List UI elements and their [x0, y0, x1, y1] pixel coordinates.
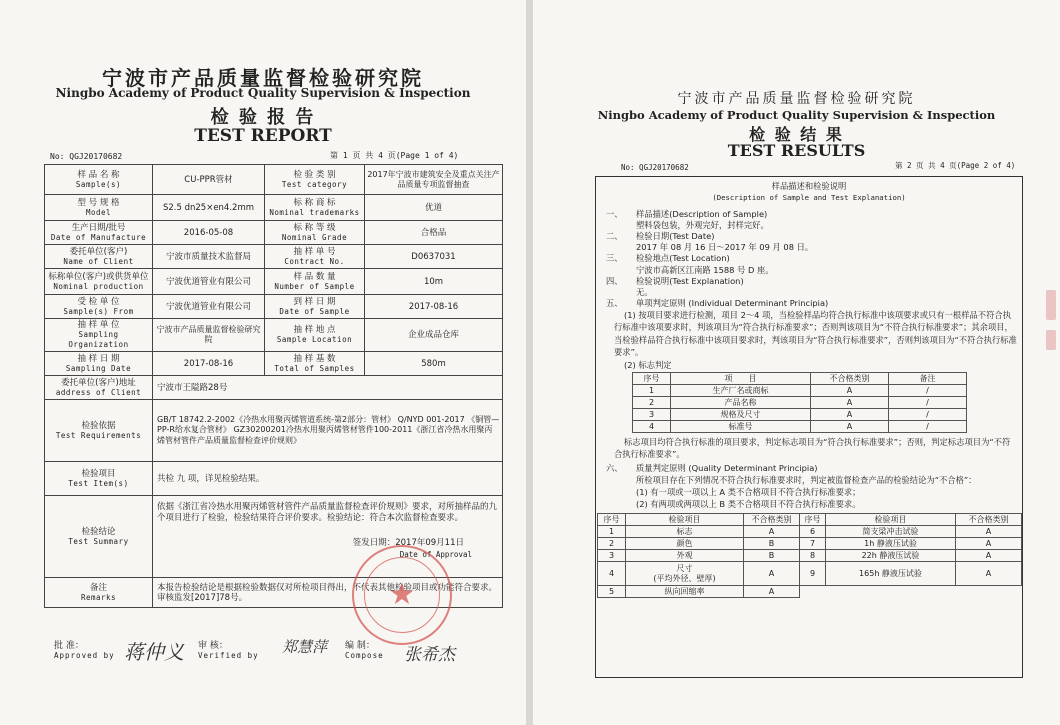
table-row — [45, 245, 503, 269]
table-cell: A — [811, 385, 889, 397]
sample-quantity: 10m — [365, 269, 503, 295]
table-cell: A — [956, 550, 1022, 562]
sample-date: 2017-08-16 — [365, 295, 503, 319]
grade: 合格品 — [365, 221, 503, 245]
section-number: 六、 — [606, 463, 623, 473]
table-cell: 8 — [800, 550, 826, 562]
section-number: 三、 — [606, 253, 623, 263]
remarks: 本报告检验结论是根据检验数据仅对所检项目得出，不代表其他检验项目或功能符合要求。审核监发[2017]78号。 — [153, 578, 503, 608]
page-indicator: 第 1 页 共 4 页(Page 1 of 4) — [330, 151, 459, 160]
stamp-edge-mark — [1046, 290, 1056, 320]
issue-date: 签发日期：2017年09月11日 — [352, 538, 464, 548]
contract-number: D0637031 — [365, 245, 503, 269]
table-cell — [956, 586, 1022, 598]
table-row — [598, 586, 1022, 598]
table-cell: A — [811, 409, 889, 421]
table-row — [45, 400, 503, 462]
approved-label: 批 准： Approved by — [54, 641, 115, 660]
report-title-cn: 检 验 报 告 — [210, 107, 316, 128]
table-cell — [800, 586, 826, 598]
table-cell: / — [889, 385, 967, 397]
table-row — [45, 221, 503, 245]
page-gutter — [526, 0, 533, 725]
field-label: 标 称 等 级 Nominal Grade — [265, 221, 365, 245]
table-cell: 7 — [800, 538, 826, 550]
section-paragraph: (1) 有一项或一项以上 A 类不合格项目不符合执行标准要求； — [636, 487, 861, 497]
quality-items-table — [597, 513, 1022, 598]
table-row — [633, 409, 967, 421]
manufacture-date: 2016-05-08 — [153, 221, 265, 245]
sample-name: CU-PPR管材 — [153, 165, 265, 195]
field-label: 到 样 日 期 Date of Sample — [265, 295, 365, 319]
table-row — [45, 352, 503, 376]
client-name: 宁波市质量技术监督局 — [153, 245, 265, 269]
field-label: 检验项目 Test Item(s) — [45, 462, 153, 496]
box-title-cn: 样品描述和检验说明 — [771, 181, 847, 191]
table-cell: 产品名称 — [671, 397, 811, 409]
table-cell: A — [811, 397, 889, 409]
verified-label: 审 核： Verified by — [198, 641, 259, 660]
table-cell: 4 — [598, 562, 626, 586]
field-label: 抽 样 单 位 Sampling Organization — [45, 319, 153, 352]
field-label: 检验结论 Test Summary — [45, 496, 153, 578]
test-summary — [153, 496, 503, 578]
field-label: 抽 样 基 数 Total of Samples — [265, 352, 365, 376]
field-label: 标称单位(客户)或供货单位 Nominal production — [45, 269, 153, 295]
report-title-en: TEST REPORT — [194, 126, 332, 146]
table-cell: 尺寸 (平均外径、壁厚) — [626, 562, 744, 586]
field-label: 型 号 规 格 Model — [45, 195, 153, 221]
page-indicator: 第 2 页 共 4 页(Page 2 of 4) — [895, 161, 1016, 170]
table-row — [598, 562, 1022, 586]
producer: 宁波优道管业有限公司 — [153, 269, 265, 295]
table-cell: 纵向回缩率 — [626, 586, 744, 598]
table-cell: A — [744, 586, 800, 598]
table-cell: / — [889, 409, 967, 421]
section-paragraph: 标志项目均符合执行标准的项目要求，判定标志项目为“符合执行标准要求”；否则，判定标志项目为“不符合执行标准要求”。 — [614, 437, 1011, 460]
field-label: 生产日期/批号 Date of Manufacture — [45, 221, 153, 245]
section-body: 无。 — [636, 287, 653, 297]
table-cell: 165h 静液压试验 — [826, 562, 956, 586]
table-cell: 1h 静液压试验 — [826, 538, 956, 550]
section-paragraph: (2) 标志判定 — [624, 360, 672, 370]
table-cell: 生产厂名或商标 — [671, 385, 811, 397]
section-number: 二、 — [606, 231, 623, 241]
field-label: 备注 Remarks — [45, 578, 153, 608]
table-cell: 1 — [633, 385, 671, 397]
column-header: 项 目 — [671, 373, 811, 385]
org-name-cn: 宁波市产品质量监督检验研究院 — [677, 91, 916, 107]
section-paragraph: (1) 按项目要求进行检测，项目 2～4 项，当检验样品均符合执行标准中该项要求或只有一根样品不符合执行标准中该项要求时，判该项目为“符合执行标准要求”；否则判该项目为“不符合执行标准要求”；其余项目，当检验样品符合执行标准中该项目要求时，判该项目为“符合执行标准要求”，否则判该项目为“不符合执行标准要求”。 — [614, 310, 1017, 358]
field-label: 检验依据 Test Requirements — [45, 400, 153, 462]
table-cell: 6 — [800, 526, 826, 538]
column-header: 序号 — [633, 373, 671, 385]
table-cell: 颜色 — [626, 538, 744, 550]
report-info-table — [44, 164, 503, 608]
table-header-row — [633, 373, 967, 385]
compose-label: 编 制： Compose — [345, 641, 384, 660]
sampling-organization: 宁波市产品质量监督检验研究院 — [153, 319, 265, 352]
approved-signature: 蒋仲义 — [124, 640, 184, 664]
issue-date-en: Date of Approval — [399, 550, 472, 559]
test-requirements: GB/T 18742.2-2002《冷热水用聚丙烯管道系统-第2部分：管材》 Q/NYD 001-2017 《铜管—PP-R给水复合管材》 GZ30200201冷热水用聚丙烯管材管件100-2011《浙江省冷热水用聚丙烯管材管件产品质量监督检查评价规则》 — [153, 400, 503, 462]
sample-location: 企业成品仓库 — [365, 319, 503, 352]
table-cell: 2 — [633, 397, 671, 409]
sample-from: 宁波优道管业有限公司 — [153, 295, 265, 319]
table-cell: / — [889, 397, 967, 409]
table-row — [45, 269, 503, 295]
table-cell: 3 — [598, 550, 626, 562]
marking-table — [632, 372, 967, 433]
table-cell: 1 — [598, 526, 626, 538]
column-header: 序号 — [800, 514, 826, 526]
section-title: 检验地点(Test Location) — [636, 253, 730, 263]
table-row — [45, 462, 503, 496]
table-cell: 标志 — [626, 526, 744, 538]
table-cell: 22h 静液压试验 — [826, 550, 956, 562]
table-cell: B — [744, 538, 800, 550]
table-cell: 外观 — [626, 550, 744, 562]
field-label: 委托单位(客户) Name of Client — [45, 245, 153, 269]
section-body: 宁波市高新区江南路 1588 号 D 座。 — [636, 265, 774, 275]
results-title-en: TEST RESULTS — [727, 141, 866, 160]
field-label: 检 验 类 别 Test category — [265, 165, 365, 195]
section-title: 样品描述(Description of Sample) — [636, 209, 768, 219]
field-label: 样 品 名 称 Sample(s) — [45, 165, 153, 195]
table-cell: 规格及尺寸 — [671, 409, 811, 421]
table-row — [633, 397, 967, 409]
table-row — [45, 295, 503, 319]
column-header: 序号 — [598, 514, 626, 526]
client-address: 宁波市王隘路28号 — [153, 376, 503, 400]
field-label: 样 品 数 量 Number of Sample — [265, 269, 365, 295]
field-label: 受 检 单 位 Sample(s) From — [45, 295, 153, 319]
section-title: 质量判定原则 (Quality Determinant Principia) — [636, 463, 818, 473]
section-paragraph: (2) 有两项或两项以上 B 类不合格项目不符合执行标准要求。 — [636, 499, 861, 509]
table-cell: A — [811, 421, 889, 433]
table-row — [45, 319, 503, 352]
table-cell: A — [744, 526, 800, 538]
org-name-cn: 宁波市产品质量监督检验研究院 — [102, 66, 424, 90]
table-cell: 简支梁冲击试验 — [826, 526, 956, 538]
official-seal-stamp — [352, 545, 452, 645]
field-label: 抽 样 日 期 Sampling Date — [45, 352, 153, 376]
section-body: 2017 年 08 月 16 日～2017 年 09 月 08 日。 — [636, 242, 814, 252]
org-name-en: Ningbo Academy of Product Quality Supervision & Inspection — [55, 86, 471, 100]
table-row — [633, 421, 967, 433]
table-row — [598, 550, 1022, 562]
table-cell: 4 — [633, 421, 671, 433]
column-header: 不合格类别 — [744, 514, 800, 526]
table-cell: 标准号 — [671, 421, 811, 433]
section-number: 四、 — [606, 276, 623, 286]
table-cell: B — [744, 550, 800, 562]
section-body: 塑料袋包装，外观完好，封样完好。 — [636, 220, 769, 230]
report-number: No: QGJ20170682 — [50, 152, 123, 161]
table-row — [633, 385, 967, 397]
column-header: 不合格类别 — [956, 514, 1022, 526]
table-header-row — [598, 514, 1022, 526]
table-cell: 5 — [598, 586, 626, 598]
field-label: 标 称 商 标 Nominal trademarks — [265, 195, 365, 221]
table-cell: A — [744, 562, 800, 586]
trademark: 优道 — [365, 195, 503, 221]
summary-text: 依据《浙江省冷热水用聚丙烯管材管件产品质量监督检查评价规则》要求，对所抽样品的九个项目进行了检验，检验结果符合评价要求。检验结论：符合本次监督检查要求。 — [157, 502, 498, 523]
table-cell: 9 — [800, 562, 826, 586]
section-title: 单项判定原则 (Individual Determinant Principia) — [636, 298, 829, 308]
stamp-edge-mark — [1046, 330, 1056, 350]
table-cell: 2 — [598, 538, 626, 550]
table-cell: A — [956, 526, 1022, 538]
field-label: 委托单位(客户)地址 address of Client — [45, 376, 153, 400]
table-row — [598, 538, 1022, 550]
section-number: 一、 — [606, 209, 623, 219]
model: S2.5 dn25×en4.2mm — [153, 195, 265, 221]
section-paragraph: 所检项目存在下列情况不符合执行标准要求时，判定被监督检查产品的检验结论为“不合格”： — [636, 475, 977, 485]
table-cell: 3 — [633, 409, 671, 421]
section-number: 五、 — [606, 298, 623, 308]
column-header: 备注 — [889, 373, 967, 385]
table-cell — [826, 586, 956, 598]
table-cell: A — [956, 538, 1022, 550]
column-header: 检验项目 — [826, 514, 956, 526]
table-row — [45, 195, 503, 221]
section-title: 检验说明(Test Explanation) — [636, 276, 744, 286]
column-header: 不合格类别 — [811, 373, 889, 385]
total-samples: 580m — [365, 352, 503, 376]
report-number: No: QGJ20170682 — [621, 163, 689, 172]
org-name-en: Ningbo Academy of Product Quality Supervision & Inspection — [597, 108, 996, 122]
star-icon: ★ — [388, 577, 416, 612]
verified-signature: 郑慧萍 — [282, 638, 328, 656]
box-title-en: (Description of Sample and Test Explanation) — [712, 193, 906, 202]
table-cell: / — [889, 421, 967, 433]
field-label: 抽 样 单 号 Contract No. — [265, 245, 365, 269]
table-row — [45, 165, 503, 195]
table-row — [598, 526, 1022, 538]
column-header: 检验项目 — [626, 514, 744, 526]
sampling-date: 2017-08-16 — [153, 352, 265, 376]
results-title-cn: 检 验 结 果 — [749, 125, 844, 144]
test-items: 共检 九 项，详见检验结果。 — [153, 462, 503, 496]
table-row — [45, 376, 503, 400]
test-category: 2017年宁波市建筑安全及重点关注产品质量专项监督抽查 — [365, 165, 503, 195]
section-title: 检验日期(Test Date) — [636, 231, 715, 241]
compose-signature: 张希杰 — [404, 645, 455, 665]
table-cell: A — [956, 562, 1022, 586]
field-label: 抽 样 地 点 Sample Location — [265, 319, 365, 352]
